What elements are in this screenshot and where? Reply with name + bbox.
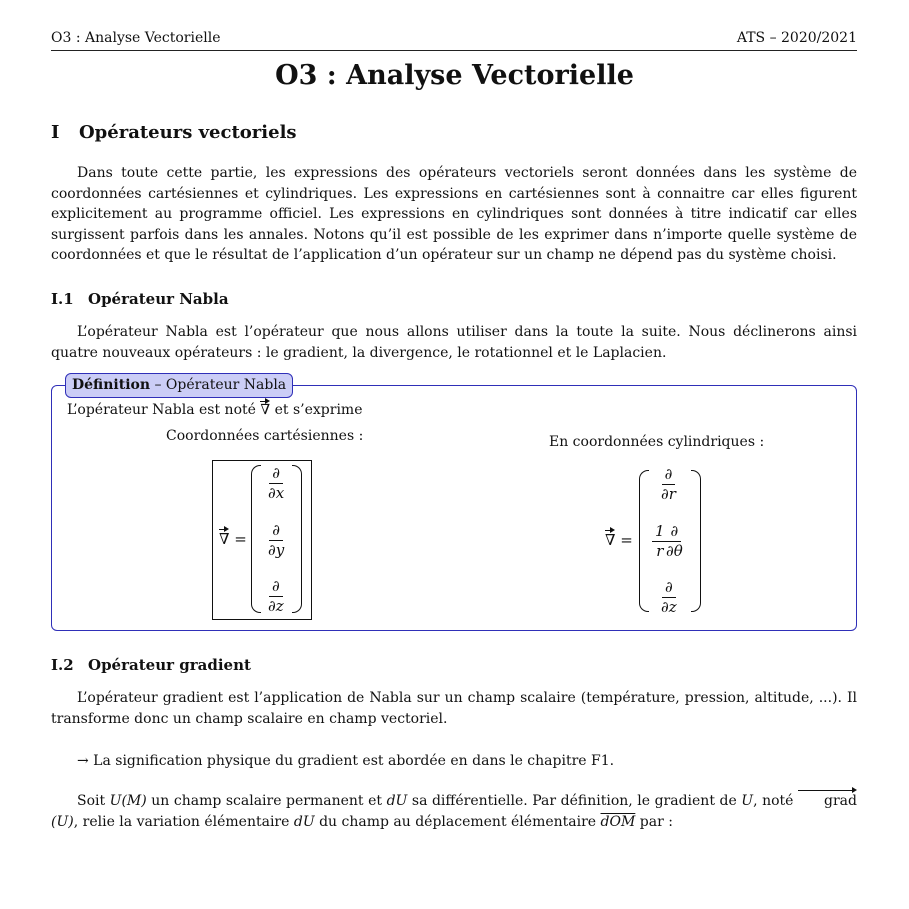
subsection-heading-gradient <box>51 656 251 674</box>
header-right: ATS – 2020/2021 <box>736 30 857 46</box>
cartesian-d-dy <box>266 521 286 560</box>
denominator: ∂z <box>661 598 677 616</box>
definition-line <box>67 402 362 418</box>
cylindrical-d-dr <box>659 465 678 504</box>
gradient-paragraph-3 <box>51 791 857 832</box>
denominator: ∂r <box>661 485 676 503</box>
text: Soit <box>77 793 110 809</box>
nabla-paragraph: L’opérateur Nabla est l’opérateur que nous allons utiliser dans la toute la suite. Nous déclinerons ainsi quatre nouveaux opérateurs : le gradient, la divergence, le rotationnel et le Laplacien. <box>51 324 857 361</box>
cartesian-label: Coordonnées cartésiennes : <box>166 428 364 444</box>
numerator: ∂ <box>269 464 283 484</box>
definition-tag-rest: – Opérateur Nabla <box>150 377 287 393</box>
subsection-number: I.1 <box>51 290 74 308</box>
section-paragraph: Dans toute cette partie, les expressions des opérateurs vectoriels seront données dans les système de coordonnées cartésiennes et cylindriques. Les expressions en cartésiennes sont à connaitre car elles figurent explicitement au programme officiel. Les expressions en cylindriques sont données à titre indicatif car elles surgissent parfois dans les annales. Notons qu’il est possible de les exprimer dans n’importe quelle système de coordonnées et que le résultat de l’application d’un opérateur sur un champ ne dépend pas du système choisi. <box>51 165 857 263</box>
definition-text-after: et s’exprime <box>270 402 363 418</box>
cylindrical-d-dz <box>659 578 679 617</box>
nabla-symbol: ∇ <box>260 402 271 418</box>
math-grad-vector: grad <box>798 791 857 812</box>
math-U-of-M: U(M) <box>109 793 147 809</box>
numerator: ∂ <box>269 577 283 597</box>
subsection-number: I.2 <box>51 656 74 674</box>
text: , noté <box>753 793 799 809</box>
numerator: 1 <box>652 522 668 542</box>
cartesian-d-dx <box>266 464 286 503</box>
math-dU: dU <box>386 793 408 809</box>
numerator: ∂ <box>662 578 676 598</box>
denominator: ∂z <box>268 597 284 615</box>
text: du champ au déplacement élémentaire <box>314 813 601 830</box>
definition-text-before: L’opérateur Nabla est noté <box>67 402 261 418</box>
running-header <box>51 30 857 51</box>
cartesian-right-paren <box>292 465 302 613</box>
denominator: ∂θ <box>666 542 683 560</box>
text: un champ scalaire permanent et <box>146 793 387 809</box>
cylindrical-label: En coordonnées cylindriques : <box>549 434 765 450</box>
subsection-title: Opérateur Nabla <box>88 290 229 308</box>
section-title: Opérateurs vectoriels <box>79 122 297 143</box>
gradient-paragraph-1: L’opérateur gradient est l’application de Nabla sur un champ scalaire (température, pression, altitude, ...). Il transforme donc un champ scalaire en champ vectoriel. <box>51 690 857 727</box>
text: par : <box>635 813 673 830</box>
subsection-heading-nabla <box>51 290 229 308</box>
cylindrical-left-paren <box>639 470 649 612</box>
cylindrical-equals: = <box>615 531 633 549</box>
cartesian-nabla: ∇ <box>219 530 230 548</box>
section-number: I <box>51 122 60 143</box>
definition-tag-bold: Définition <box>72 377 151 393</box>
cylindrical-right-paren <box>691 470 701 612</box>
header-left: O3 : Analyse Vectorielle <box>51 30 221 46</box>
cylindrical-d-dtheta <box>664 522 685 561</box>
cartesian-nabla-eq <box>219 530 247 548</box>
text: , relie la variation élémentaire <box>73 813 294 830</box>
cylindrical-nabla: ∇ <box>605 531 616 549</box>
math-dU: dU <box>293 813 315 830</box>
cartesian-d-dz <box>266 577 286 616</box>
denominator: ∂x <box>268 484 285 502</box>
denominator: r <box>656 542 664 560</box>
numerator: ∂ <box>662 465 676 485</box>
cylindrical-nabla-eq <box>605 531 633 549</box>
gradient-paragraph-2: → La signification physique du gradient est abordée en dans le chapitre F1. <box>77 753 615 769</box>
cartesian-equals: = <box>229 530 247 548</box>
numerator: ∂ <box>269 521 283 541</box>
math-dOM: $\overline{dOM}$ <box>600 813 636 830</box>
cartesian-left-paren <box>251 465 261 613</box>
math-U: U <box>741 793 754 809</box>
definition-tag <box>65 373 293 398</box>
denominator: ∂y <box>268 541 285 559</box>
section-heading <box>51 122 297 143</box>
text: sa différentielle. Par définition, le gradient de <box>407 793 742 809</box>
subsection-title: Opérateur gradient <box>88 656 251 674</box>
numerator: ∂ <box>668 522 682 542</box>
math-grad-argument: (U) <box>51 813 74 830</box>
page-title: O3 : Analyse Vectorielle <box>275 60 634 91</box>
definition-box <box>51 385 857 631</box>
